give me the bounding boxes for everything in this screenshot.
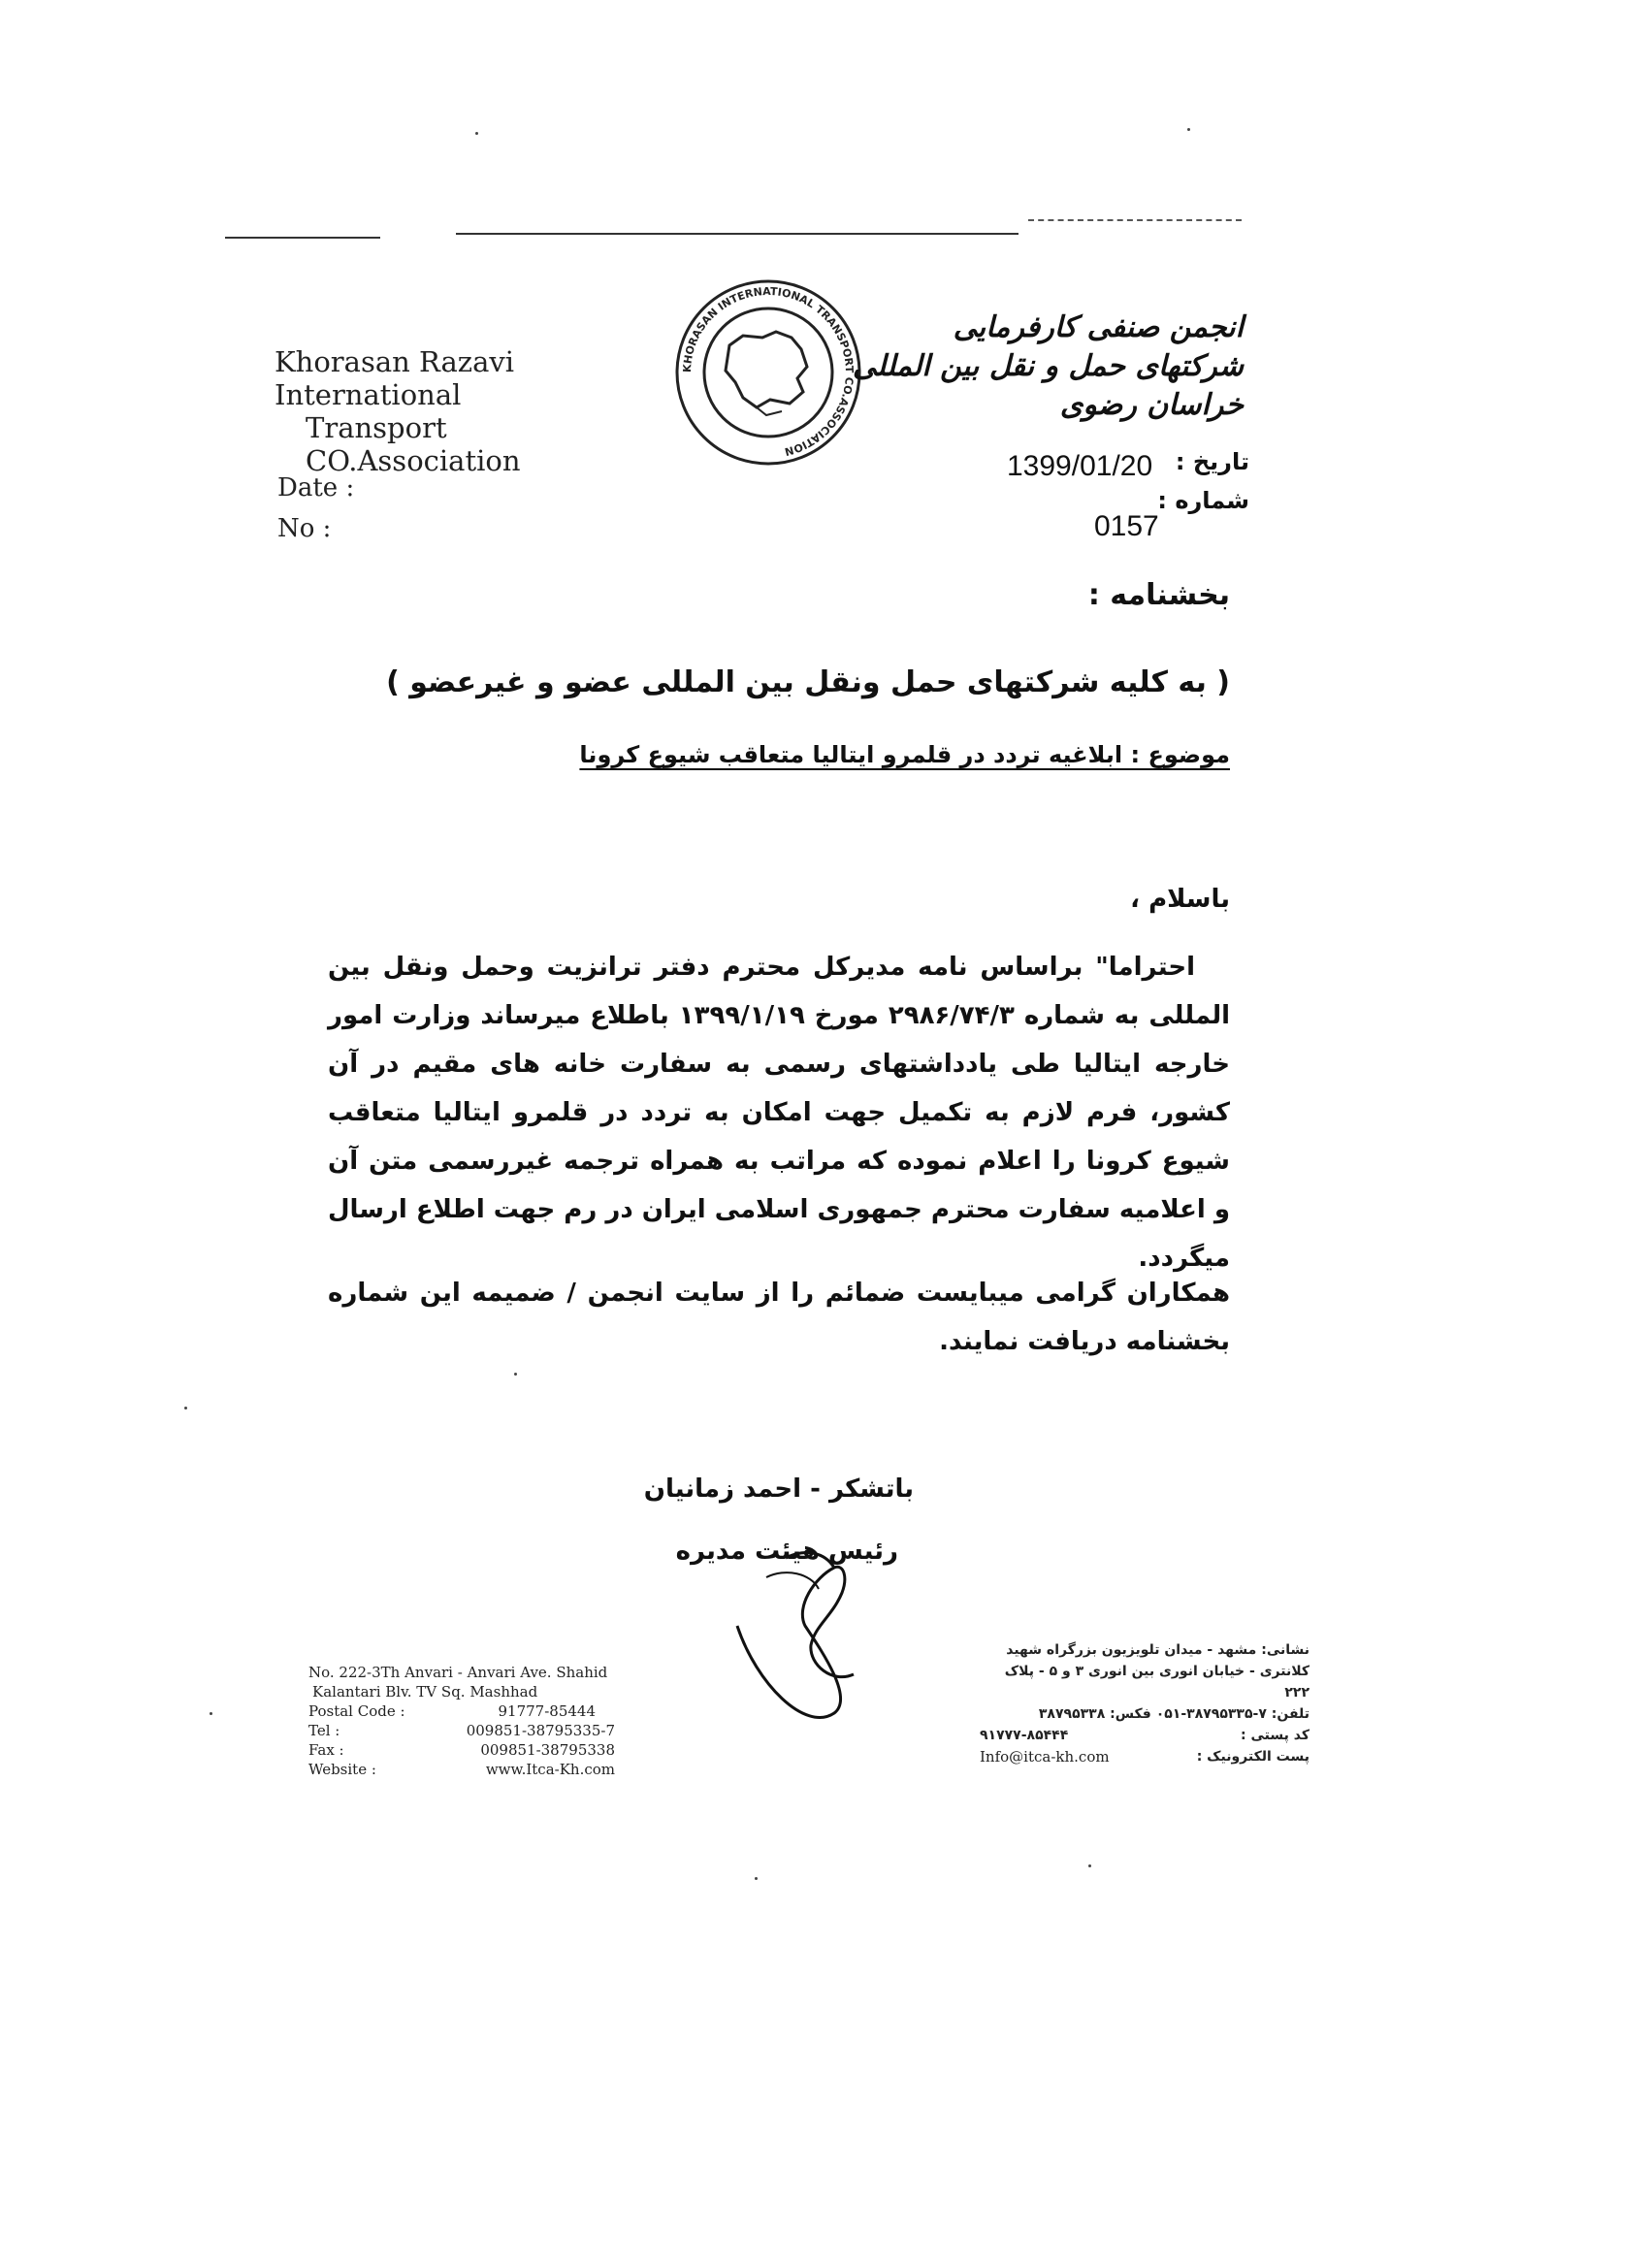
- date-value: 1399/01/20: [1007, 450, 1153, 482]
- footer-fa-tel-line: تلفن: ۷-۳۸۷۹۵۳۳۵-۰۵۱ فکس: ۳۸۷۹۵۳۳۸: [1038, 1706, 1310, 1722]
- footer-en-address-line1: No. 222-3Th Anvari - Anvari Ave. Shahid: [308, 1664, 608, 1681]
- letter-closing: باتشکر - احمد زمانیان: [643, 1474, 914, 1504]
- no-value: 0157: [1094, 510, 1159, 542]
- footer-fa-postal-row: [980, 1725, 1310, 1746]
- footer-en-tel-label: Tel :: [308, 1722, 340, 1739]
- scan-speck: [755, 1877, 758, 1880]
- letter-greeting: باسلام ،: [1130, 885, 1230, 914]
- footer-fa-address-line2: کلانتری - خیابان انوری بین انوری ۳ و ۵ - پلاک ۲۲۲: [1004, 1664, 1310, 1701]
- no-label-en: No :: [277, 514, 332, 543]
- no-label-fa: شماره :: [1157, 487, 1249, 514]
- scan-speck: [210, 1712, 212, 1715]
- signer-title: رئیس هیئت مدیره: [675, 1537, 898, 1566]
- org-name-en: [275, 345, 663, 477]
- letter-paragraph-2: همکاران گرامی میبایست ضمائم را از سایت انجمن / ضمیمه این شماره بخشنامه دریافت نمایند.: [328, 1279, 1230, 1356]
- seal-ring-text: KHORASAN INTERNATIONAL TRANSPORT CO.ASSOCIATION: [680, 284, 857, 459]
- footer-fa: [980, 1639, 1310, 1767]
- footer-en-website-label: Website :: [308, 1761, 376, 1778]
- footer-en-fax-row: [308, 1740, 638, 1760]
- footer-en-website-row: [308, 1760, 638, 1779]
- letter-recipients: ( به کلیه شرکتهای حمل ونقل بین المللی عضو و غیرعضو ): [386, 665, 1230, 699]
- letter-subject: موضوع : ابلاغیه تردد در قلمرو ایتالیا متعاقب شیوع کرونا: [579, 741, 1230, 768]
- footer-en-fax-label: Fax :: [308, 1741, 344, 1759]
- header-rule-main: [456, 233, 1018, 235]
- footer-fa-email-value[interactable]: Info@itca-kh.com: [980, 1748, 1110, 1766]
- footer-en-website-value[interactable]: www.Itca-Kh.com: [485, 1761, 615, 1778]
- scan-speck: [514, 1373, 517, 1376]
- footer-en: [308, 1663, 638, 1779]
- org-name-fa: انجمن صنفی کارفرمایی شرکتهای حمل و نقل بین المللی خراسان رضوی: [853, 310, 1244, 422]
- org-name-en-line1: Khorasan Razavi International: [275, 345, 515, 411]
- org-name-en-line2: Transport CO.Association: [306, 411, 521, 477]
- scan-speck: [475, 132, 478, 135]
- header-rule-left: [225, 237, 380, 239]
- scan-speck: [1187, 128, 1190, 131]
- footer-en-postal-label: Postal Code :: [308, 1702, 405, 1720]
- letter-paragraph-1: احتراما" براساس نامه مدیرکل محترم دفتر ترانزیت وحمل ونقل بین المللی به شماره ۲۹۸۶/۷۴/۳ مورخ ۱۳۹۹/۱/۱۹ باطلاع میرساند وزارت امور خارجه ایتالیا طی یادداشتهای رسمی به سفارت خانه های مقیم در آن کشور، فرم لازم به تکمیل جهت امکان به تردد در قلمرو ایتالیا متعاقب شیوع کرونا را اعلام نموده که مراتب به همراه ترجمه غیررسمی متن آن و اعلامیه سفارت محترم جمهوری اسلامی ایران در رم جهت اطلاع ارسال میگردد.: [328, 953, 1230, 1273]
- footer-en-fax-value: 009851-38795338: [480, 1741, 615, 1759]
- svg-text:KHORASAN INTERNATIONAL TRANSPO: [681, 285, 856, 458]
- footer-en-postal-row: [308, 1701, 638, 1721]
- date-label-en: Date :: [277, 473, 355, 502]
- header-rule-dashed: [1028, 219, 1242, 221]
- footer-fa-email-label: پست الکترونیک :: [1196, 1749, 1310, 1765]
- association-seal-icon: [673, 277, 863, 468]
- date-label-fa: تاریخ :: [1175, 448, 1249, 475]
- footer-fa-postal-value: ۹۱۷۷۷-۸۵۴۴۴: [980, 1728, 1069, 1743]
- scan-speck: [1088, 1864, 1091, 1867]
- footer-en-address-line2: Kalantari Blv. TV Sq. Mashhad: [312, 1683, 538, 1701]
- footer-en-tel-value: 009851-38795335-7: [466, 1722, 615, 1739]
- footer-fa-email-row: [980, 1746, 1310, 1767]
- footer-fa-address-line1: نشانی: مشهد - میدان تلویزیون بزرگراه شهید: [1006, 1642, 1310, 1658]
- footer-en-tel-row: [308, 1721, 638, 1740]
- letter-type: بخشنامه :: [1087, 578, 1230, 612]
- signature-icon: [718, 1539, 892, 1733]
- footer-en-postal-value: 91777-85444: [498, 1702, 596, 1720]
- scan-speck: [184, 1407, 187, 1409]
- footer-fa-postal-label: کد پستی :: [1241, 1728, 1310, 1743]
